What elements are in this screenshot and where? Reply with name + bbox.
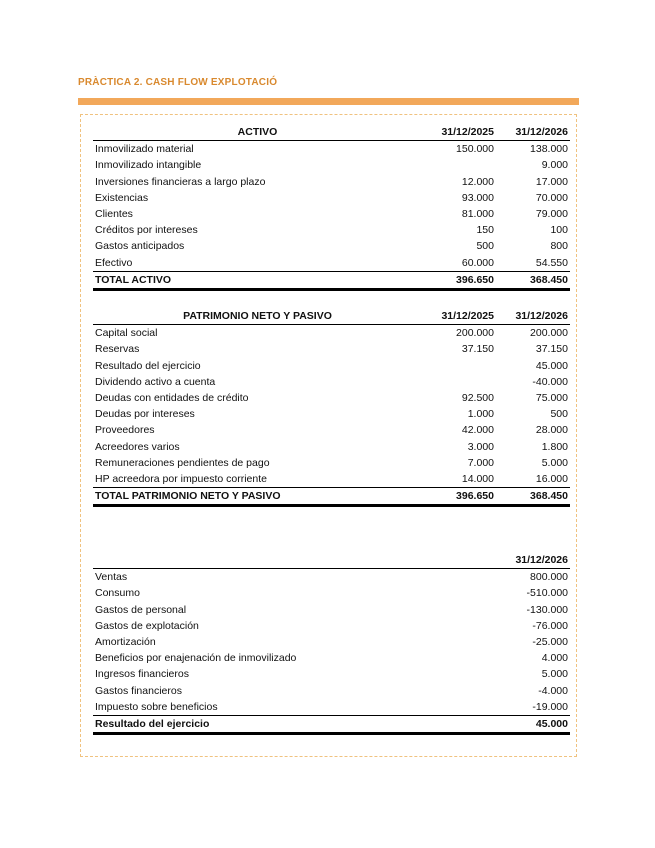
table-row	[93, 618, 570, 634]
row-value-2026: 500	[550, 408, 568, 421]
activo-header-row	[93, 124, 570, 141]
row-value-2026: 4.000	[541, 652, 568, 665]
row-value-2026: 138.000	[530, 143, 568, 156]
row-label: Ingresos financieros	[95, 668, 189, 681]
row-label: Inmovilizado material	[95, 143, 194, 156]
row-value-2025: 42.000	[461, 424, 494, 437]
row-label: Amortización	[95, 636, 156, 649]
row-value-2025: 1.000	[467, 408, 494, 421]
pasivo-header-col2: 31/12/2026	[496, 308, 570, 325]
table-row	[93, 471, 570, 488]
row-value-2026: 79.000	[535, 208, 568, 221]
row-value-2026: -25.000	[532, 636, 568, 649]
row-value-2026: -19.000	[532, 700, 568, 713]
total-value-2026: 368.450	[496, 271, 570, 289]
row-value-2025: 7.000	[467, 456, 494, 469]
activo-header-label: ACTIVO	[93, 124, 422, 141]
pasivo-header-label: PATRIMONIO NETO Y PASIVO	[93, 308, 422, 325]
row-label: Créditos por intereses	[95, 224, 198, 237]
row-value-2025: 60.000	[461, 256, 494, 269]
table-row	[93, 666, 570, 682]
row-label: Consumo	[95, 587, 140, 600]
row-label: Existencias	[95, 191, 149, 204]
row-label: Impuesto sobre beneficios	[95, 700, 218, 713]
row-value-2026: -4.000	[538, 684, 568, 697]
table-row	[93, 439, 570, 455]
table-row	[93, 157, 570, 173]
row-value-2026: 5.000	[541, 668, 568, 681]
row-value-2026: 54.550	[535, 256, 568, 269]
table-row	[93, 699, 570, 716]
table-row	[93, 222, 570, 238]
row-label: Gastos anticipados	[95, 240, 185, 253]
total-value-2026: 368.450	[496, 488, 570, 506]
row-label: Deudas con entidades de crédito	[95, 392, 249, 405]
pasivo-table	[93, 308, 570, 507]
row-value-2026: 800	[550, 240, 568, 253]
resultados-total-row	[93, 716, 570, 734]
table-row	[93, 569, 570, 586]
table-row	[93, 141, 570, 158]
table-row	[93, 255, 570, 272]
row-value-2026: 800.000	[530, 571, 568, 584]
total-label: TOTAL ACTIVO	[93, 271, 422, 289]
row-value-2026: 75.000	[535, 392, 568, 405]
row-value-2025: 3.000	[467, 440, 494, 453]
row-label: Efectivo	[95, 256, 133, 269]
row-value-2025	[422, 374, 496, 390]
row-value-2025: 500	[476, 240, 494, 253]
table-row	[93, 406, 570, 422]
activo-table	[93, 124, 570, 291]
table-row	[93, 325, 570, 342]
table-row	[93, 206, 570, 222]
row-value-2025	[422, 157, 496, 173]
row-value-2026: -130.000	[526, 603, 568, 616]
row-label: Deudas por intereses	[95, 408, 195, 421]
row-value-2026: 16.000	[535, 473, 568, 486]
row-value-2025: 37.150	[461, 343, 494, 356]
table-row	[93, 455, 570, 471]
total-value-2025: 396.650	[422, 271, 496, 289]
row-label: Inversiones financieras a largo plazo	[95, 175, 266, 188]
row-label: Beneficios por enajenación de inmovilizado	[95, 652, 297, 665]
row-value-2026: 9.000	[541, 159, 568, 172]
row-value-2026: 45.000	[535, 359, 568, 372]
activo-header-col2: 31/12/2026	[496, 124, 570, 141]
row-value-2025: 14.000	[461, 473, 494, 486]
table-row	[93, 683, 570, 699]
row-label: Gastos de personal	[95, 603, 187, 616]
row-value-2026: -40.000	[532, 375, 568, 388]
resultados-table	[93, 552, 570, 735]
pasivo-header-row	[93, 308, 570, 325]
row-label: Remuneraciones pendientes de pago	[95, 456, 270, 469]
row-value-2026: 70.000	[535, 191, 568, 204]
row-label: Acreedores varios	[95, 440, 180, 453]
row-value-2026: 200.000	[530, 327, 568, 340]
row-label: Proveedores	[95, 424, 155, 437]
table-row	[93, 358, 570, 374]
total-label: Resultado del ejercicio	[93, 716, 496, 734]
resultados-header-col: 31/12/2026	[496, 552, 570, 569]
row-value-2026: 28.000	[535, 424, 568, 437]
total-label: TOTAL PATRIMONIO NETO Y PASIVO	[93, 488, 422, 506]
row-value-2026: 17.000	[535, 175, 568, 188]
table-row	[93, 390, 570, 406]
activo-header-col1: 31/12/2025	[422, 124, 496, 141]
row-label: Capital social	[95, 327, 158, 340]
row-label: Clientes	[95, 208, 133, 221]
row-label: Ventas	[95, 571, 128, 584]
row-value-2026: -76.000	[532, 619, 568, 632]
resultados-header-row	[93, 552, 570, 569]
resultados-header-label	[93, 552, 496, 569]
row-label: HP acreedora por impuesto corriente	[95, 473, 267, 486]
row-value-2026: 37.150	[535, 343, 568, 356]
page-title: PRÀCTICA 2. CASH FLOW EXPLOTACIÓ	[78, 77, 278, 88]
pasivo-header-col1: 31/12/2025	[422, 308, 496, 325]
table-row	[93, 650, 570, 666]
table-row	[93, 238, 570, 254]
row-value-2026: -510.000	[526, 587, 568, 600]
row-label: Reservas	[95, 343, 140, 356]
row-value-2025: 92.500	[461, 392, 494, 405]
row-value-2026: 100	[550, 224, 568, 237]
total-value-2026: 45.000	[496, 716, 570, 734]
table-row	[93, 422, 570, 438]
table-row	[93, 602, 570, 618]
row-value-2025: 81.000	[461, 208, 494, 221]
row-value-2025: 200.000	[456, 327, 494, 340]
total-value-2025: 396.650	[422, 488, 496, 506]
row-label: Gastos de explotación	[95, 619, 199, 632]
row-value-2025	[422, 358, 496, 374]
row-value-2026: 1.800	[541, 440, 568, 453]
row-value-2026: 5.000	[541, 456, 568, 469]
table-row	[93, 634, 570, 650]
row-label: Gastos financieros	[95, 684, 182, 697]
table-row	[93, 174, 570, 190]
pasivo-total-row	[93, 488, 570, 506]
row-label: Inmovilizado intangible	[95, 159, 202, 172]
table-row	[93, 374, 570, 390]
activo-total-row	[93, 271, 570, 289]
title-underline-bar	[78, 98, 579, 105]
row-value-2025: 150.000	[456, 143, 494, 156]
row-label: Resultado del ejercicio	[95, 359, 201, 372]
row-label: Dividendo activo a cuenta	[95, 375, 216, 388]
table-row	[93, 585, 570, 601]
table-row	[93, 341, 570, 357]
table-row	[93, 190, 570, 206]
row-value-2025: 150	[476, 224, 494, 237]
row-value-2025: 93.000	[461, 191, 494, 204]
row-value-2025: 12.000	[461, 175, 494, 188]
